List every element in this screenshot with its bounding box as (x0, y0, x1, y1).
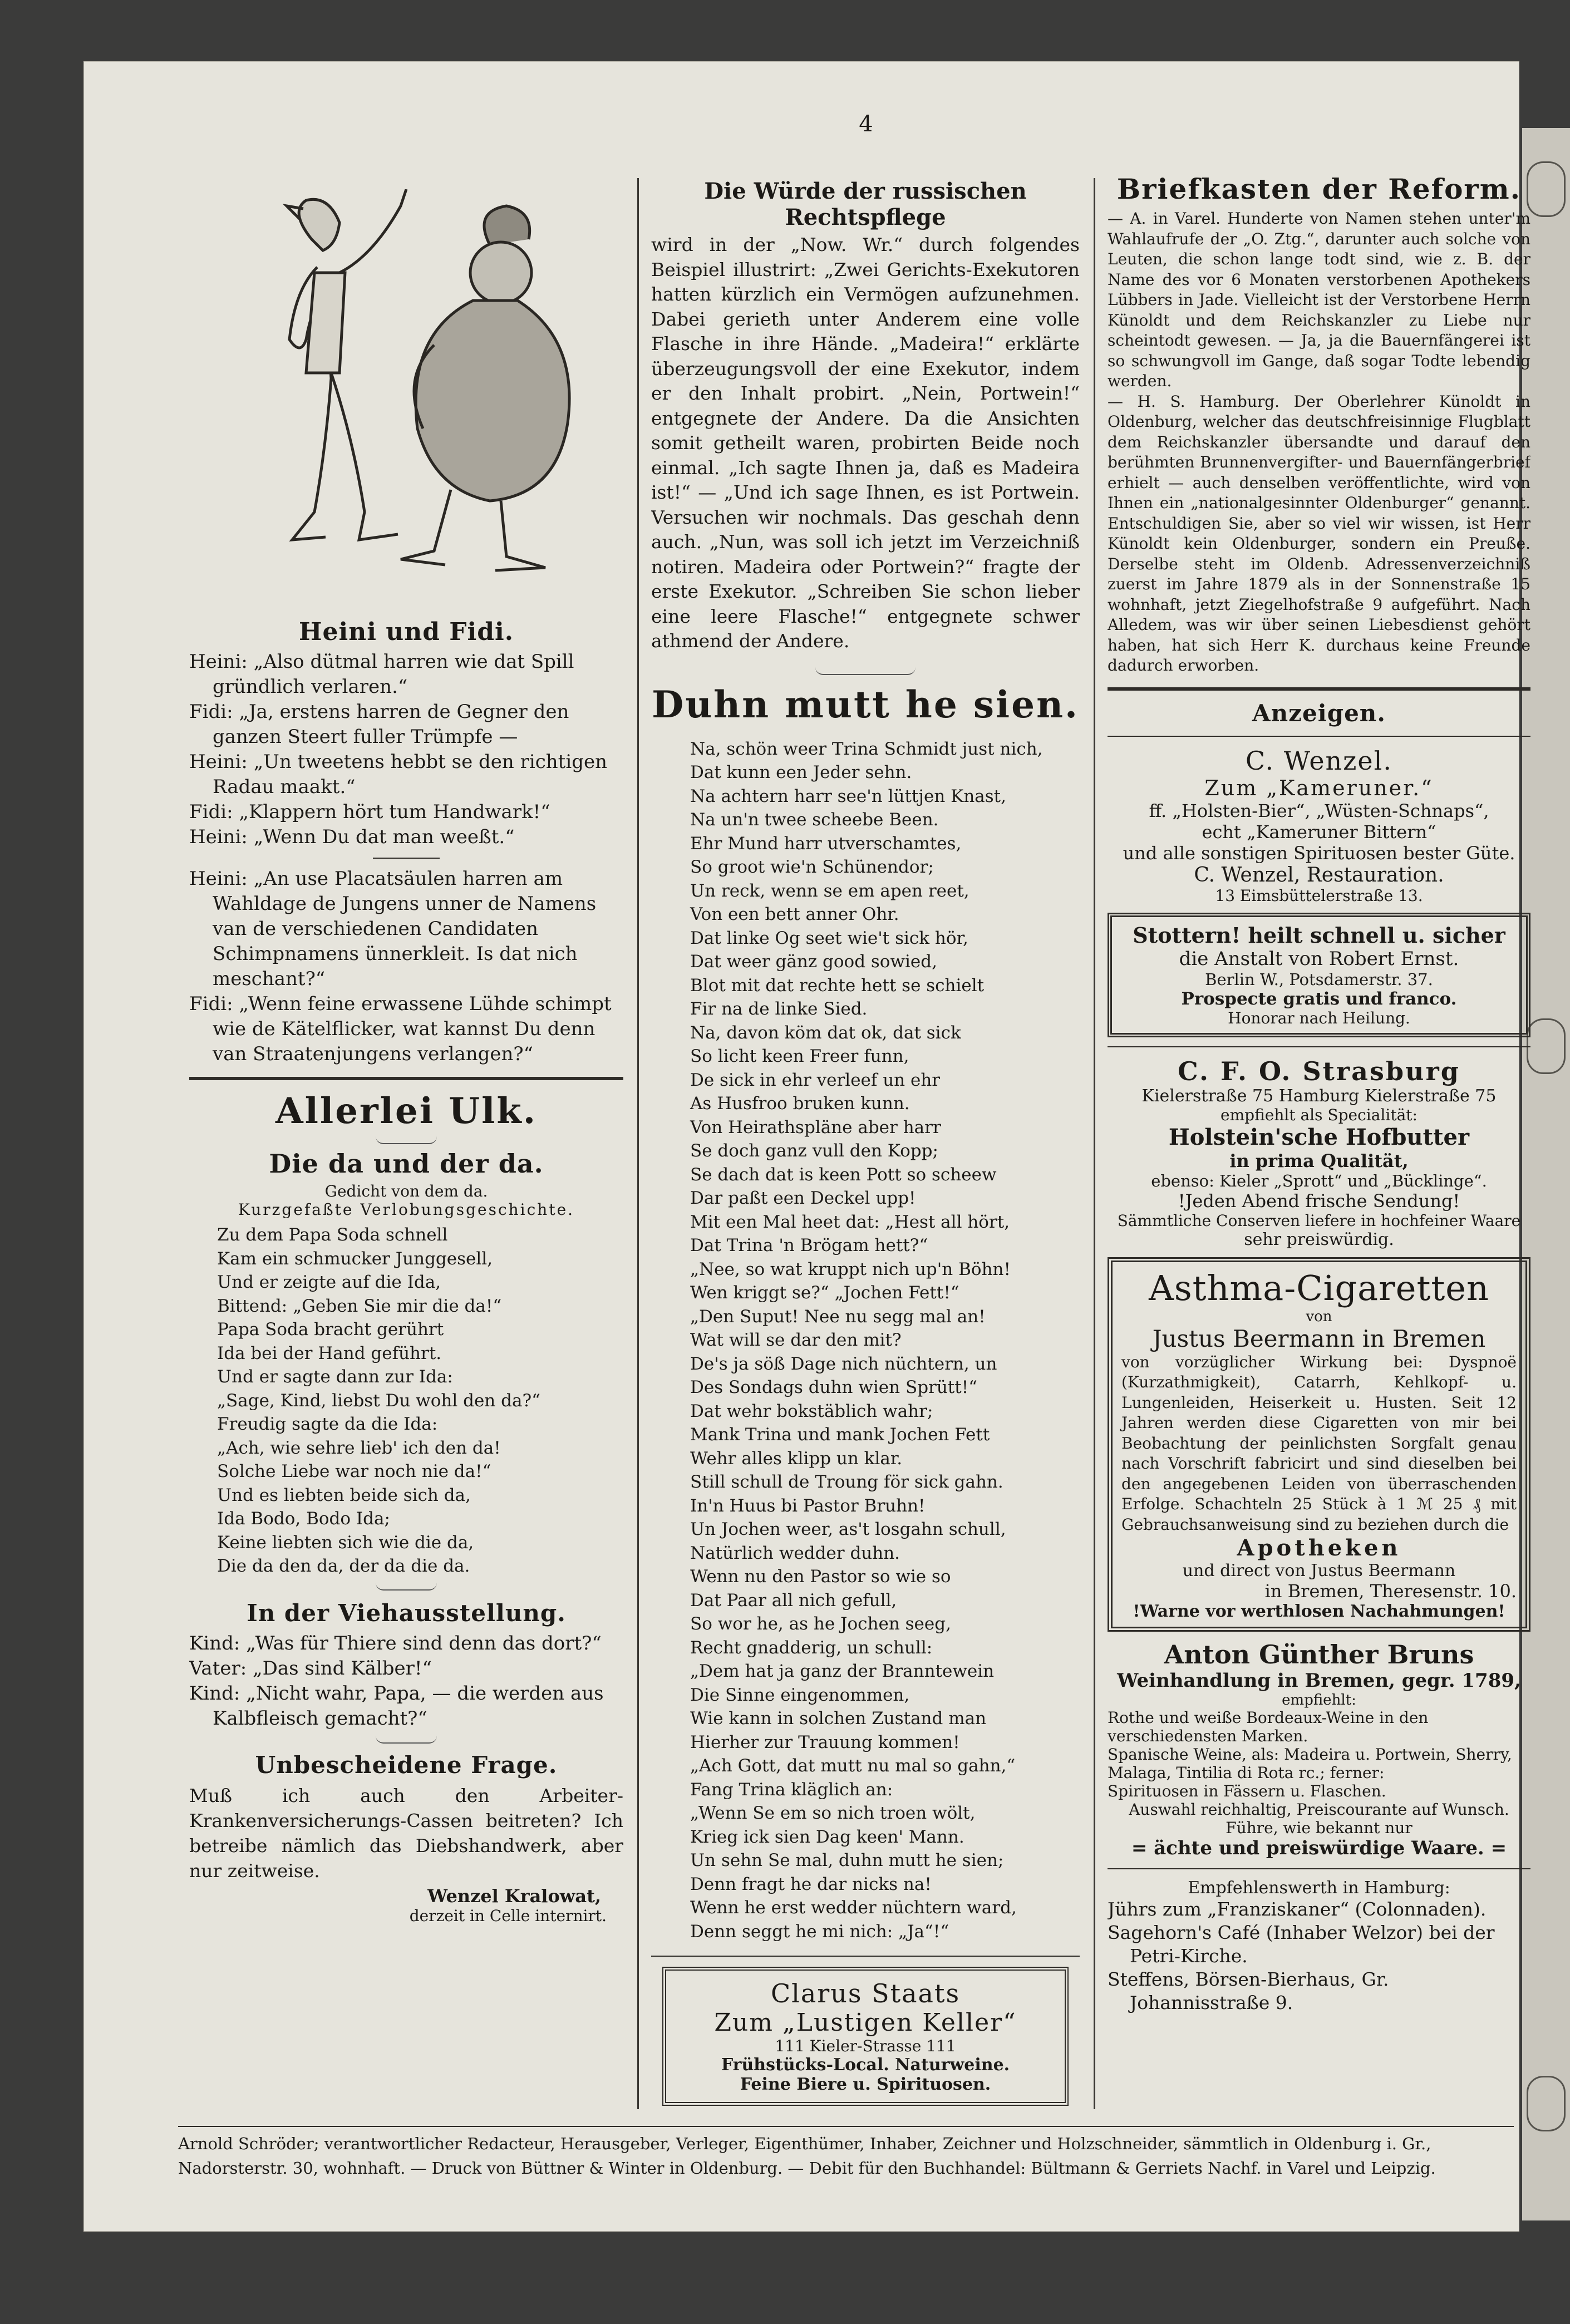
ad-line: Anton Günther Bruns (1164, 1639, 1474, 1670)
poem-line: „Ach, wie sehre lieb' ich den da! (217, 1437, 501, 1458)
poem-line: Zu dem Papa Soda schnell (217, 1225, 448, 1245)
ad-line: Sämmtliche Conserven liefere in hochfeiner Waare (1117, 1211, 1521, 1230)
empfehlenswerth-list (1108, 1898, 1530, 2015)
ad-line: empfiehlt: (1282, 1692, 1356, 1708)
ad-line: = ächte und preiswürdige Waare. = (1131, 1837, 1507, 1859)
poem-line: Fir na de linke Sied. (690, 999, 868, 1019)
ad-text: von vorzüglicher Wirkung bei: Dyspnoë (Kurzathmigkeit), Catarrh, Kehlkopf- u. Lungenleiden, Heiserkeit u. Husten. Seit 12 Jahren werden diese Cigaretten von mir bei Beobachtung der peinlichsten Sorgfalt genau nach Vorschrift fabricirt und sind dieselben bei den angegebenen Leiden von überraschenden Erfolge. Schachteln 25 Stück à 1 ℳ 25 ₰ mit Gebrauchsanweisung sind zu beziehen durch die (1121, 1352, 1517, 1534)
poem-title: Die da und der da. (269, 1149, 544, 1179)
poem-line: Na achtern harr see'n lüttjen Knast, (690, 786, 1006, 806)
poem-line: Wat will se dar den mit? (690, 1330, 902, 1350)
ad-line: Auswahl reichhaltig, Preiscourante auf Wunsch. (1129, 1800, 1509, 1819)
poem-line: Se dach dat is keen Pott so scheew (690, 1164, 997, 1185)
vieh-title: In der Viehausstellung. (247, 1599, 566, 1627)
dialog-line: Vater: „Das sind Kälber!“ (189, 1657, 432, 1680)
divider (1108, 1868, 1530, 1869)
dialog-line: Heini: „Un tweetens hebbt se den richtigen Radau maakt.“ (189, 751, 607, 798)
poem-line: De sick in ehr verleef un ehr (690, 1070, 941, 1090)
poem-line: As Husfroo bruken kunn. (690, 1094, 910, 1114)
poem-line: Natürlich wedder duhn. (690, 1543, 900, 1563)
ad-line: in Bremen, Theresenstr. 10. (1264, 1580, 1517, 1602)
poem-line: Hierher zur Trauung kommen! (690, 1732, 960, 1752)
ad-line: C. Wenzel, Restauration. (1194, 863, 1444, 887)
poem-line: Na un'n twee scheebe Been. (690, 810, 939, 830)
poem-line: Ida bei der Hand geführt. (217, 1343, 442, 1363)
briefkasten-entry: — H. S. Hamburg. Der Oberlehrer Künoldt in Oldenburg, welcher das deutschfreisinnige Flugblatt dem Reichskanzler übersandte und darauf den berühmten Brunnenvergifter- und Bauernfängerbrief erhielt — auch denselben veröffentlichte, wird von Ihnen ein „nationalgesinnter Oldenburger“ genannt. Entschuldigen Sie, aber so viel wir wissen, ist Herr Künoldt kein Oldenburger, sondern ein Preuße. Derselbe steht im Oldenb. Adressenverzeichniß zuerst im Jahre 1879 als in der Sonnenstraße 15 wohnhaft, jetzt Ziegelhofstraße 9 aufgeführt. Nach Alledem, was wir über seinen Liebesdienst gehört haben, hat sich Herr K. durchaus keine Freunde dadurch erworben. (1108, 392, 1530, 674)
poem-line: „Den Suput! Nee nu segg mal an! (690, 1306, 986, 1327)
ad-wenzel (1108, 746, 1530, 905)
poem-subtitle: Gedicht von dem da. (324, 1182, 488, 1200)
dialog-line: Heini: „Wenn Du dat man weeßt.“ (189, 826, 515, 848)
poem-title: Duhn mutt he sien. (651, 682, 1080, 726)
poem-die-da (189, 1223, 623, 1578)
poem-line: Papa Soda bracht gerührt (217, 1319, 444, 1340)
dialog-line: Heini: „Also dütmal harren wie dat Spill gründlich verlaren.“ (189, 651, 574, 698)
ad-line: Frühstücks-Local. Naturweine. (721, 2055, 1010, 2075)
ad-line: Weinhandlung in Bremen, gegr. 1789, (1117, 1670, 1521, 1692)
ad-line: C. F. O. Strasburg (1178, 1056, 1460, 1086)
ad-line: Apotheken (1237, 1535, 1401, 1561)
ad-line: Berlin W., Potsdamerstr. 37. (1205, 969, 1433, 989)
poem-line: Wehr alles klipp un klar. (690, 1448, 903, 1469)
ad-stottern (1108, 913, 1530, 1037)
frage-signature: Wenzel Kralowat, (427, 1885, 601, 1907)
poem-line: Wen kriggt se?“ „Jochen Fett!“ (690, 1283, 959, 1303)
frage-signature-note: derzeit in Celle internirt. (409, 1906, 607, 1925)
poem-line: Freudig sagte da die Ida: (217, 1414, 438, 1434)
ad-line: Spanische Weine, als: Madeira u. Portwein, Sherry, Malaga, Tintilia di Rota rc.; ferner: (1108, 1745, 1512, 1782)
poem-line: Na, davon köm dat ok, dat sick (690, 1022, 961, 1043)
ad-line: und alle sonstigen Spirituosen bester Güte. (1123, 842, 1515, 864)
list-item: Steffens, Börsen-Bierhaus, Gr. Johannisstraße 9. (1108, 1968, 1389, 2013)
ornament-icon (1527, 2076, 1566, 2131)
poem-line: Bittend: „Geben Sie mir die da!“ (217, 1296, 502, 1316)
ad-line: sehr preiswürdig. (1244, 1229, 1394, 1249)
poem-line: Blot mit dat rechte hett se schielt (690, 975, 985, 996)
ad-line: Honorar nach Heilung. (1228, 1008, 1410, 1027)
poem-line: Dat wehr bokstäblich wahr; (690, 1401, 933, 1421)
ad-line: C. Wenzel. (1246, 745, 1392, 776)
ad-line: echt „Kameruner Bittern“ (1202, 821, 1436, 843)
ad-line: und direct von Justus Beermann (1182, 1561, 1456, 1580)
poem-line: Recht gnadderig, un schull: (690, 1637, 933, 1658)
poem-subtitle: Kurzgefaßte Verlobungsgeschichte. (238, 1200, 575, 1219)
squiggle-divider (376, 1736, 437, 1744)
list-item: Jührs zum „Franziskaner“ (Colonnaden). (1108, 1898, 1487, 1920)
squiggle-divider (376, 1136, 437, 1144)
poem-line: Dat Paar all nich gefull, (690, 1590, 897, 1611)
ad-bruns (1108, 1639, 1530, 1859)
ad-line: Führe, wie bekannt nur (1226, 1819, 1412, 1837)
footer-rule (178, 2126, 1514, 2127)
frage-title: Unbescheidene Frage. (255, 1751, 558, 1779)
poem-line: „Wenn Se em so nich troen wölt, (690, 1803, 976, 1823)
ornament-icon (1527, 161, 1566, 217)
poem-line: In'n Huus bi Pastor Bruhn! (690, 1495, 926, 1516)
poem-line: Na, schön weer Trina Schmidt just nich, (690, 738, 1043, 759)
poem-line: Dat weer gänz good sowied, (690, 952, 937, 972)
anzeigen-title: Anzeigen. (1252, 699, 1386, 727)
ad-line: die Anstalt von Robert Ernst. (1179, 947, 1459, 970)
divider (373, 858, 440, 859)
poem-line: Von een bett anner Ohr. (690, 904, 899, 924)
column-left (189, 184, 623, 1925)
ad-line: ff. „Holsten-Bier“, „Wüsten-Schnaps“, (1149, 800, 1489, 821)
ad-line: Clarus Staats (770, 1978, 961, 2008)
poem-line: Keine liebten sich wie die da, (217, 1532, 474, 1553)
briefkasten-title: Briefkasten der Reform. (1116, 173, 1522, 205)
poem-line: Wie kann in solchen Zustand man (690, 1708, 987, 1729)
poem-line: Fang Trina kläglich an: (690, 1779, 893, 1800)
dialog-line: Fidi: „Ja, erstens harren de Gegner den ganzen Steert fuller Trümpfe — (189, 701, 569, 748)
poem-line: Ida Bodo, Bodo Ida; (217, 1509, 390, 1529)
squiggle-divider (815, 667, 916, 675)
poem-line: Denn seggt he mi nich: „Ja“!“ (690, 1921, 949, 1942)
page-number: 4 (859, 111, 873, 137)
poem-line: So wor he, as he Jochen seeg, (690, 1614, 951, 1634)
dialog-line: Kind: „Nicht wahr, Papa, — die werden aus Kalbfleisch gemacht?“ (189, 1682, 604, 1730)
ad-line: Zum „Kameruner.“ (1204, 775, 1434, 800)
poem-line: „Ach Gott, dat mutt nu mal so gahn,“ (690, 1756, 1016, 1776)
ad-clarus-staats (662, 1967, 1069, 2106)
ornament-icon (1527, 1018, 1566, 1074)
ad-line: Rothe und weiße Bordeaux-Weine in den verschiedensten Marken. (1108, 1708, 1429, 1745)
poem-line: Solche Liebe war noch nie da!“ (217, 1461, 491, 1481)
briefkasten-entry: — A. in Varel. Hunderte von Namen stehen unter'm Wahlaufrufe der „O. Ztg.“, darunter auch solche von Leuten, die schon lange todt sind, wie z. B. der Name des vor 6 Monaten verstorbenen Apothekers Lübbers in Jade. Vielleicht ist der Verstorbene Herrn Künoldt und dem Reichskanzler zu Liebe nur scheintodt gewesen. — Ja, ja die Bauernfängerei ist so schwungvoll im Gange, daß sogar Todte lebendig werden. (1108, 209, 1530, 390)
dialog-block-2 (189, 866, 623, 1067)
ad-line: ebenso: Kieler „Sprott“ und „Bücklinge“. (1151, 1171, 1487, 1190)
poem-line: Von Heirathspläne aber harr (690, 1117, 941, 1138)
ad-line: Feine Biere u. Spirituosen. (740, 2075, 991, 2094)
poem-line: Kam ein schmucker Junggesell, (217, 1248, 493, 1269)
section-title: Allerlei Ulk. (275, 1090, 538, 1132)
dialog-line: Fidi: „Klappern hört tum Handwark!“ (189, 801, 550, 823)
dialog-line: Heini: „An use Placatsäulen harren am Wahldage de Jungens unner de Namens van de verschiedenen Candidaten Schimpnamens ünnerkleit. Is dat nich meschant?“ (189, 868, 597, 990)
ad-line: Prospecte gratis und franco. (1181, 988, 1457, 1009)
ad-line: !Jeden Abend frische Sendung! (1178, 1190, 1460, 1212)
article-body: wird in der „Now. Wr.“ durch folgendes Beispiel illustrirt: „Zwei Gerichts-Exekutoren hatten kürzlich ein Vermögen aufzunehmen. Dabei gerieth unter Anderem eine volle Flasche in ihre Hände. „Madeira!“ erklärte überzeugungsvoll der eine Exekutor, indem er den Inhalt probirt. „Nein, Portwein!“ entgegnete der Andere. Da die Ansichten somit getheilt waren, probirten Beide noch einmal. „Ich sagte Ihnen ja, daß es Madeira ist!“ — „Und ich sage Ihnen, es ist Portwein. Versuchen wir nochmals. Das geschah denn auch. „Nun, was soll ich jetzt im Verzeichniß notiren. Madeira oder Portwein?“ fragte der erste Exekutor. „Schreiben Sie schon lieber eine leere Flasche!“ entgegnete schwer athmend der Andere. (651, 234, 1080, 652)
cartoon-figures-icon (211, 189, 601, 590)
poem-line: So groot wie'n Schünendor; (690, 857, 934, 877)
divider (651, 1956, 1080, 1957)
poem-line: Se doch ganz vull den Kopp; (690, 1141, 938, 1161)
poem-line: Die Sinne eingenommen, (690, 1685, 910, 1705)
column-rule (637, 178, 639, 2109)
ad-line: Kielerstraße 75 Hamburg Kielerstraße 75 (1141, 1086, 1497, 1106)
frage-text: Muß ich auch den Arbeiter-Krankenversicherungs-Cassen beitreten? Ich betreibe nämlich das Diebshandwerk, aber nur zeitweise. (189, 1784, 623, 1882)
poem-line: Mank Trina und mank Jochen Fett (690, 1425, 990, 1445)
poem-line: De's ja söß Dage nich nüchtern, un (690, 1353, 997, 1374)
divider (1108, 1046, 1530, 1047)
poem-line: Still schull de Troung för sick gahn. (690, 1472, 1003, 1492)
ad-line: Justus Beermann in Bremen (1152, 1325, 1486, 1352)
poem-line: Wenn he erst wedder nüchtern ward, (690, 1898, 1017, 1918)
dialog-block-1 (189, 649, 623, 850)
ad-line: in prima Qualität, (1229, 1150, 1409, 1171)
ad-asthma (1108, 1257, 1530, 1632)
imprint-footer: Arnold Schröder; verantwortlicher Redacteur, Herausgeber, Verleger, Eigenthümer, Inhaber, Zeichner und Holzschneider, sämmtlich in Oldenburg i. Gr., Nadorsterstr. 30, wohnhaft. — Druck von Büttner & Winter in Oldenburg. — Debit für den Buchhandel: Bültmann & Gerriets Nachf. in Varel und Leipzig. (178, 2134, 1436, 2178)
poem-line: Krieg ick sien Dag keen' Mann. (690, 1826, 964, 1847)
ad-line: Spirituosen in Fässern u. Flaschen. (1108, 1782, 1386, 1800)
poem-line: Die da den da, der da die da. (217, 1556, 470, 1576)
ad-line: Stottern! heilt schnell u. sicher (1133, 922, 1505, 948)
dialog-line: Fidi: „Wenn feine erwassene Lühde schimpt wie de Kätelflicker, wat kannst Du denn van Straatenjungens verlangen?“ (189, 993, 612, 1065)
poem-line: Des Sondags duhn wien Sprütt!“ (690, 1377, 978, 1397)
article-headline: Die Würde der russischen Rechtspflege (704, 178, 1027, 230)
heini-fidi-illustration (211, 189, 601, 618)
poem-duhn (651, 737, 1080, 1944)
poem-line: Mit een Mal heet dat: „Hest all hört, (690, 1212, 1010, 1232)
ad-line: !Warne vor werthlosen Nachahmungen! (1133, 1602, 1505, 1621)
ad-line: Asthma-Cigaretten (1149, 1267, 1489, 1308)
divider (1108, 736, 1530, 737)
poem-line: Dat Trina 'n Brögam hett?“ (690, 1235, 928, 1255)
ad-line: 111 Kieler-Strasse 111 (775, 2037, 956, 2055)
poem-line: So licht keen Freer funn, (690, 1046, 909, 1066)
poem-line: Dat linke Og seet wie't sick hör, (690, 928, 968, 948)
list-item: Sagehorn's Café (Inhaber Welzor) bei der Petri-Kirche. (1108, 1922, 1495, 1967)
illustration-caption: Heini und Fidi. (298, 618, 514, 646)
vieh-dialog (189, 1631, 623, 1731)
poem-line: Un reck, wenn se em apen reet, (690, 880, 969, 901)
section-rule (189, 1077, 623, 1080)
poem-line: „Sage, Kind, liebst Du wohl den da?“ (217, 1390, 540, 1411)
poem-line: Un sehn Se mal, duhn mutt he sien; (690, 1850, 1004, 1870)
column-middle (651, 178, 1080, 2106)
poem-line: Und er zeigte auf die Ida, (217, 1272, 441, 1292)
poem-line: Dat kunn een Jeder sehn. (690, 762, 912, 782)
poem-line: Und es liebten beide sich da, (217, 1485, 471, 1505)
ad-line: empfiehlt als Specialität: (1220, 1105, 1418, 1124)
ad-line: Holstein'sche Hofbutter (1168, 1124, 1470, 1150)
section-rule (1108, 687, 1530, 691)
squiggle-divider (376, 1583, 437, 1591)
ad-strasburg (1108, 1056, 1530, 1249)
poem-line: Wenn nu den Pastor so wie so (690, 1567, 951, 1587)
dialog-line: Kind: „Was für Thiere sind denn das dort?“ (189, 1632, 602, 1655)
poem-line: Dar paßt een Deckel upp! (690, 1188, 916, 1208)
empfehlenswerth-title: Empfehlenswerth in Hamburg: (1188, 1878, 1450, 1898)
ad-line: 13 Eimsbüttelerstraße 13. (1215, 886, 1423, 905)
poem-line: Denn fragt he dar nicks na! (690, 1874, 932, 1894)
poem-line: Un Jochen weer, as't losgahn schull, (690, 1519, 1006, 1539)
poem-line: Und er sagte dann zur Ida: (217, 1367, 453, 1387)
poem-line: „Dem hat ja ganz der Branntewein (690, 1661, 995, 1681)
poem-line: „Nee, so wat kruppt nich up'n Böhn! (690, 1259, 1011, 1279)
ad-line: von (1306, 1308, 1332, 1325)
poem-line: Ehr Mund harr utverschamtes, (690, 833, 962, 854)
ad-line: Zum „Lustigen Keller“ (714, 2008, 1017, 2037)
column-right (1108, 173, 1530, 2015)
column-rule (1094, 178, 1095, 2109)
